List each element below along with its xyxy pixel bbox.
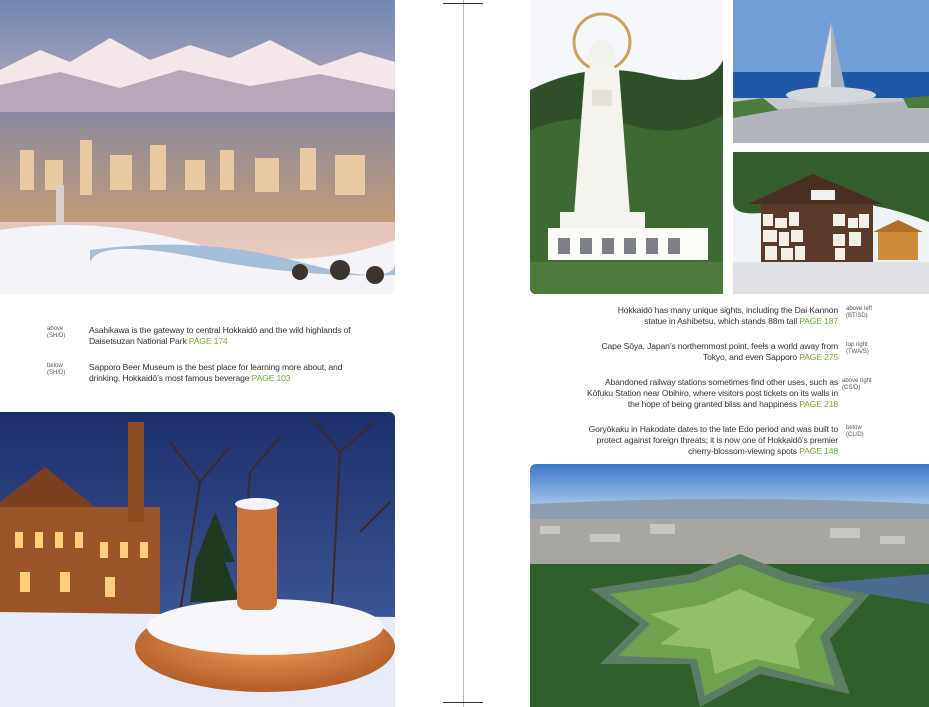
- kofuku-caption: [585, 377, 838, 411]
- caption-credit: below (SH/D): [47, 363, 66, 376]
- page-reference-link[interactable]: PAGE 275: [799, 352, 838, 363]
- caption-credit: above right (CS/D): [842, 378, 872, 391]
- cape-soya-caption: [600, 341, 838, 363]
- page-reference-link[interactable]: PAGE 187: [799, 316, 838, 327]
- caption-text: Cape Sōya, Japan’s northernmost point, feels a world away from Tokyo, and even Sapporo: [601, 341, 838, 363]
- caption-text: Abandoned railway stations sometimes find other uses, such as Kōfuku Station near Obihiro, where visitors post tickets on its walls in the hope of being granted bliss and happiness: [587, 377, 838, 410]
- caption-text: Sapporo Beer Museum is the best place for learning more about, and drinking, Hokkaidō’s most famous beverage: [89, 362, 343, 384]
- asahikawa-caption: [89, 325, 369, 347]
- goryokaku-caption: [585, 424, 838, 458]
- page-reference-link[interactable]: PAGE 103: [251, 373, 291, 384]
- cape-soya-monument-photo: [733, 0, 929, 143]
- caption-text: Goryōkaku in Hakodate dates to the late Edo period and was built to protect against foreign threats; it is now one of Hokkaidō’s premier cherry-blossom-viewing spots: [588, 424, 838, 457]
- page-reference-link[interactable]: PAGE 174: [188, 336, 228, 347]
- caption-text: Hokkaidō has many unique sights, including the Dai Kannon statue in Ashibetsu, which stands 88m tall: [617, 305, 838, 327]
- caption-credit: above (SH/D): [47, 326, 66, 339]
- kofuku-station-photo: [733, 152, 929, 294]
- crop-mark: [443, 702, 483, 703]
- caption-credit: below (CL/D): [846, 425, 864, 438]
- page-reference-link[interactable]: PAGE 218: [799, 399, 838, 410]
- caption-text: Asahikawa is the gateway to central Hokkaidō and the wild highlands of Daisetsuzan National Park: [89, 325, 351, 347]
- sapporo-beer-museum-photo: [0, 412, 395, 707]
- caption-credit: top right (TWA/S): [846, 342, 869, 355]
- asahikawa-city-photo: [0, 0, 395, 294]
- page-gutter-line: [463, 0, 464, 707]
- dai-kannon-statue-photo: [530, 0, 723, 294]
- page-reference-link[interactable]: PAGE 148: [799, 446, 838, 457]
- dai-kannon-caption: [600, 305, 838, 327]
- crop-mark: [443, 3, 483, 4]
- beer-museum-caption: [89, 362, 374, 384]
- goryokaku-fort-photo: [530, 464, 929, 707]
- caption-credit: above left (BT/SD): [846, 306, 873, 319]
